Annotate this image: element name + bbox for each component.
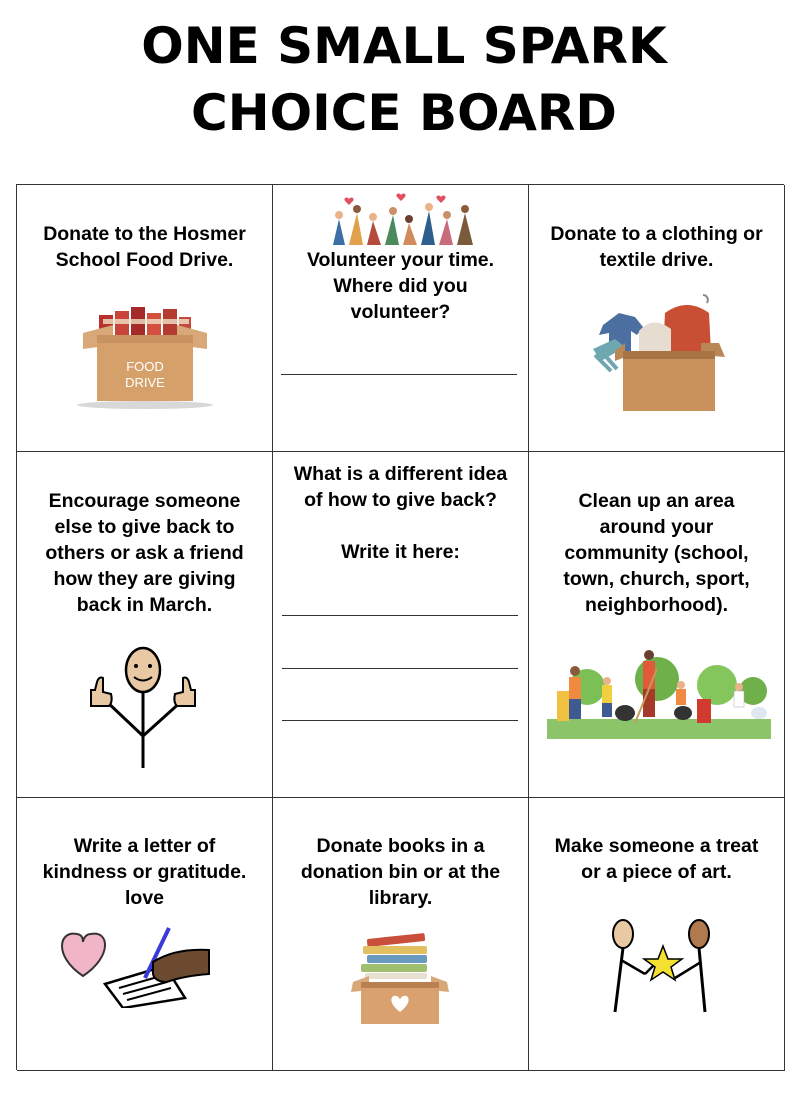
food-drive-box-icon bbox=[75, 303, 215, 411]
answer-line bbox=[282, 615, 518, 616]
text-line: Write it here: bbox=[341, 541, 460, 563]
text-line: town, church, sport, bbox=[563, 568, 750, 590]
book-donation-box-icon bbox=[351, 930, 449, 1026]
text-line: What is a different idea bbox=[293, 463, 508, 485]
raised-hands-icon bbox=[329, 193, 485, 245]
text-line: Donate books in a bbox=[316, 835, 485, 857]
choice-cell-clean-up[interactable] bbox=[529, 452, 785, 798]
text-line: volunteer? bbox=[350, 301, 451, 323]
choice-cell-letter[interactable] bbox=[17, 798, 273, 1071]
give-gift-icon bbox=[605, 916, 715, 1014]
clothing-box-icon bbox=[591, 291, 727, 415]
choice-cell-clothing-drive[interactable] bbox=[529, 185, 785, 452]
text-line: textile drive. bbox=[599, 249, 714, 271]
cell-text-books bbox=[279, 833, 522, 911]
text-line: Where did you bbox=[333, 275, 468, 297]
food-drive-label-line-1: FOOD bbox=[126, 359, 164, 374]
text-line: Donate to the Hosmer bbox=[43, 223, 246, 245]
cell-text-encourage bbox=[23, 488, 266, 618]
page-title-line-2: CHOICE BOARD bbox=[191, 84, 617, 142]
text-line: Write a letter of bbox=[73, 835, 216, 857]
text-line: School Food Drive. bbox=[55, 249, 234, 271]
cell-text-volunteer bbox=[279, 247, 522, 325]
text-line bbox=[279, 513, 522, 539]
choice-cell-treat[interactable] bbox=[529, 798, 785, 1071]
cell-text-food-drive bbox=[23, 221, 266, 273]
text-line: Donate to a clothing or bbox=[550, 223, 763, 245]
choice-cell-food-drive[interactable] bbox=[17, 185, 273, 452]
heart-writing-icon bbox=[57, 926, 213, 1008]
text-line: Make someone a treat bbox=[554, 835, 759, 857]
cell-text-letter bbox=[23, 833, 266, 911]
cell-text-treat bbox=[535, 833, 778, 885]
choice-cell-different-idea[interactable] bbox=[273, 452, 529, 798]
text-line: around your bbox=[599, 516, 714, 538]
answer-line bbox=[282, 668, 518, 669]
answer-line bbox=[281, 374, 517, 375]
text-line: neighborhood). bbox=[585, 594, 728, 616]
choice-cell-volunteer[interactable] bbox=[273, 185, 529, 452]
choice-board-grid bbox=[16, 184, 784, 1070]
text-line: others or ask a friend bbox=[45, 542, 244, 564]
text-line: Encourage someone bbox=[48, 490, 241, 512]
cell-text-clean-up bbox=[535, 488, 778, 618]
text-line: else to give back to bbox=[54, 516, 235, 538]
park-cleanup-icon bbox=[547, 647, 771, 739]
choice-cell-books[interactable] bbox=[273, 798, 529, 1071]
answer-line bbox=[282, 720, 518, 721]
text-line: how they are giving bbox=[53, 568, 236, 590]
cell-text-different-idea bbox=[279, 461, 522, 565]
page-title-line-1: ONE SMALL SPARK bbox=[141, 17, 667, 75]
text-line: donation bin or at the bbox=[300, 861, 501, 883]
text-line: Clean up an area bbox=[578, 490, 735, 512]
cell-text-clothing-drive bbox=[535, 221, 778, 273]
text-line: kindness or gratitude. bbox=[42, 861, 247, 883]
text-line: love bbox=[124, 887, 165, 909]
text-line: of how to give back? bbox=[304, 489, 497, 511]
text-line: community (school, bbox=[564, 542, 749, 564]
choice-cell-encourage[interactable] bbox=[17, 452, 273, 798]
text-line: library. bbox=[368, 887, 433, 909]
thumbs-up-person-icon bbox=[81, 644, 207, 772]
food-drive-label-line-2: DRIVE bbox=[125, 375, 165, 390]
text-line: back in March. bbox=[76, 594, 213, 616]
text-line: Volunteer your time. bbox=[306, 249, 495, 271]
text-line: or a piece of art. bbox=[581, 861, 732, 883]
